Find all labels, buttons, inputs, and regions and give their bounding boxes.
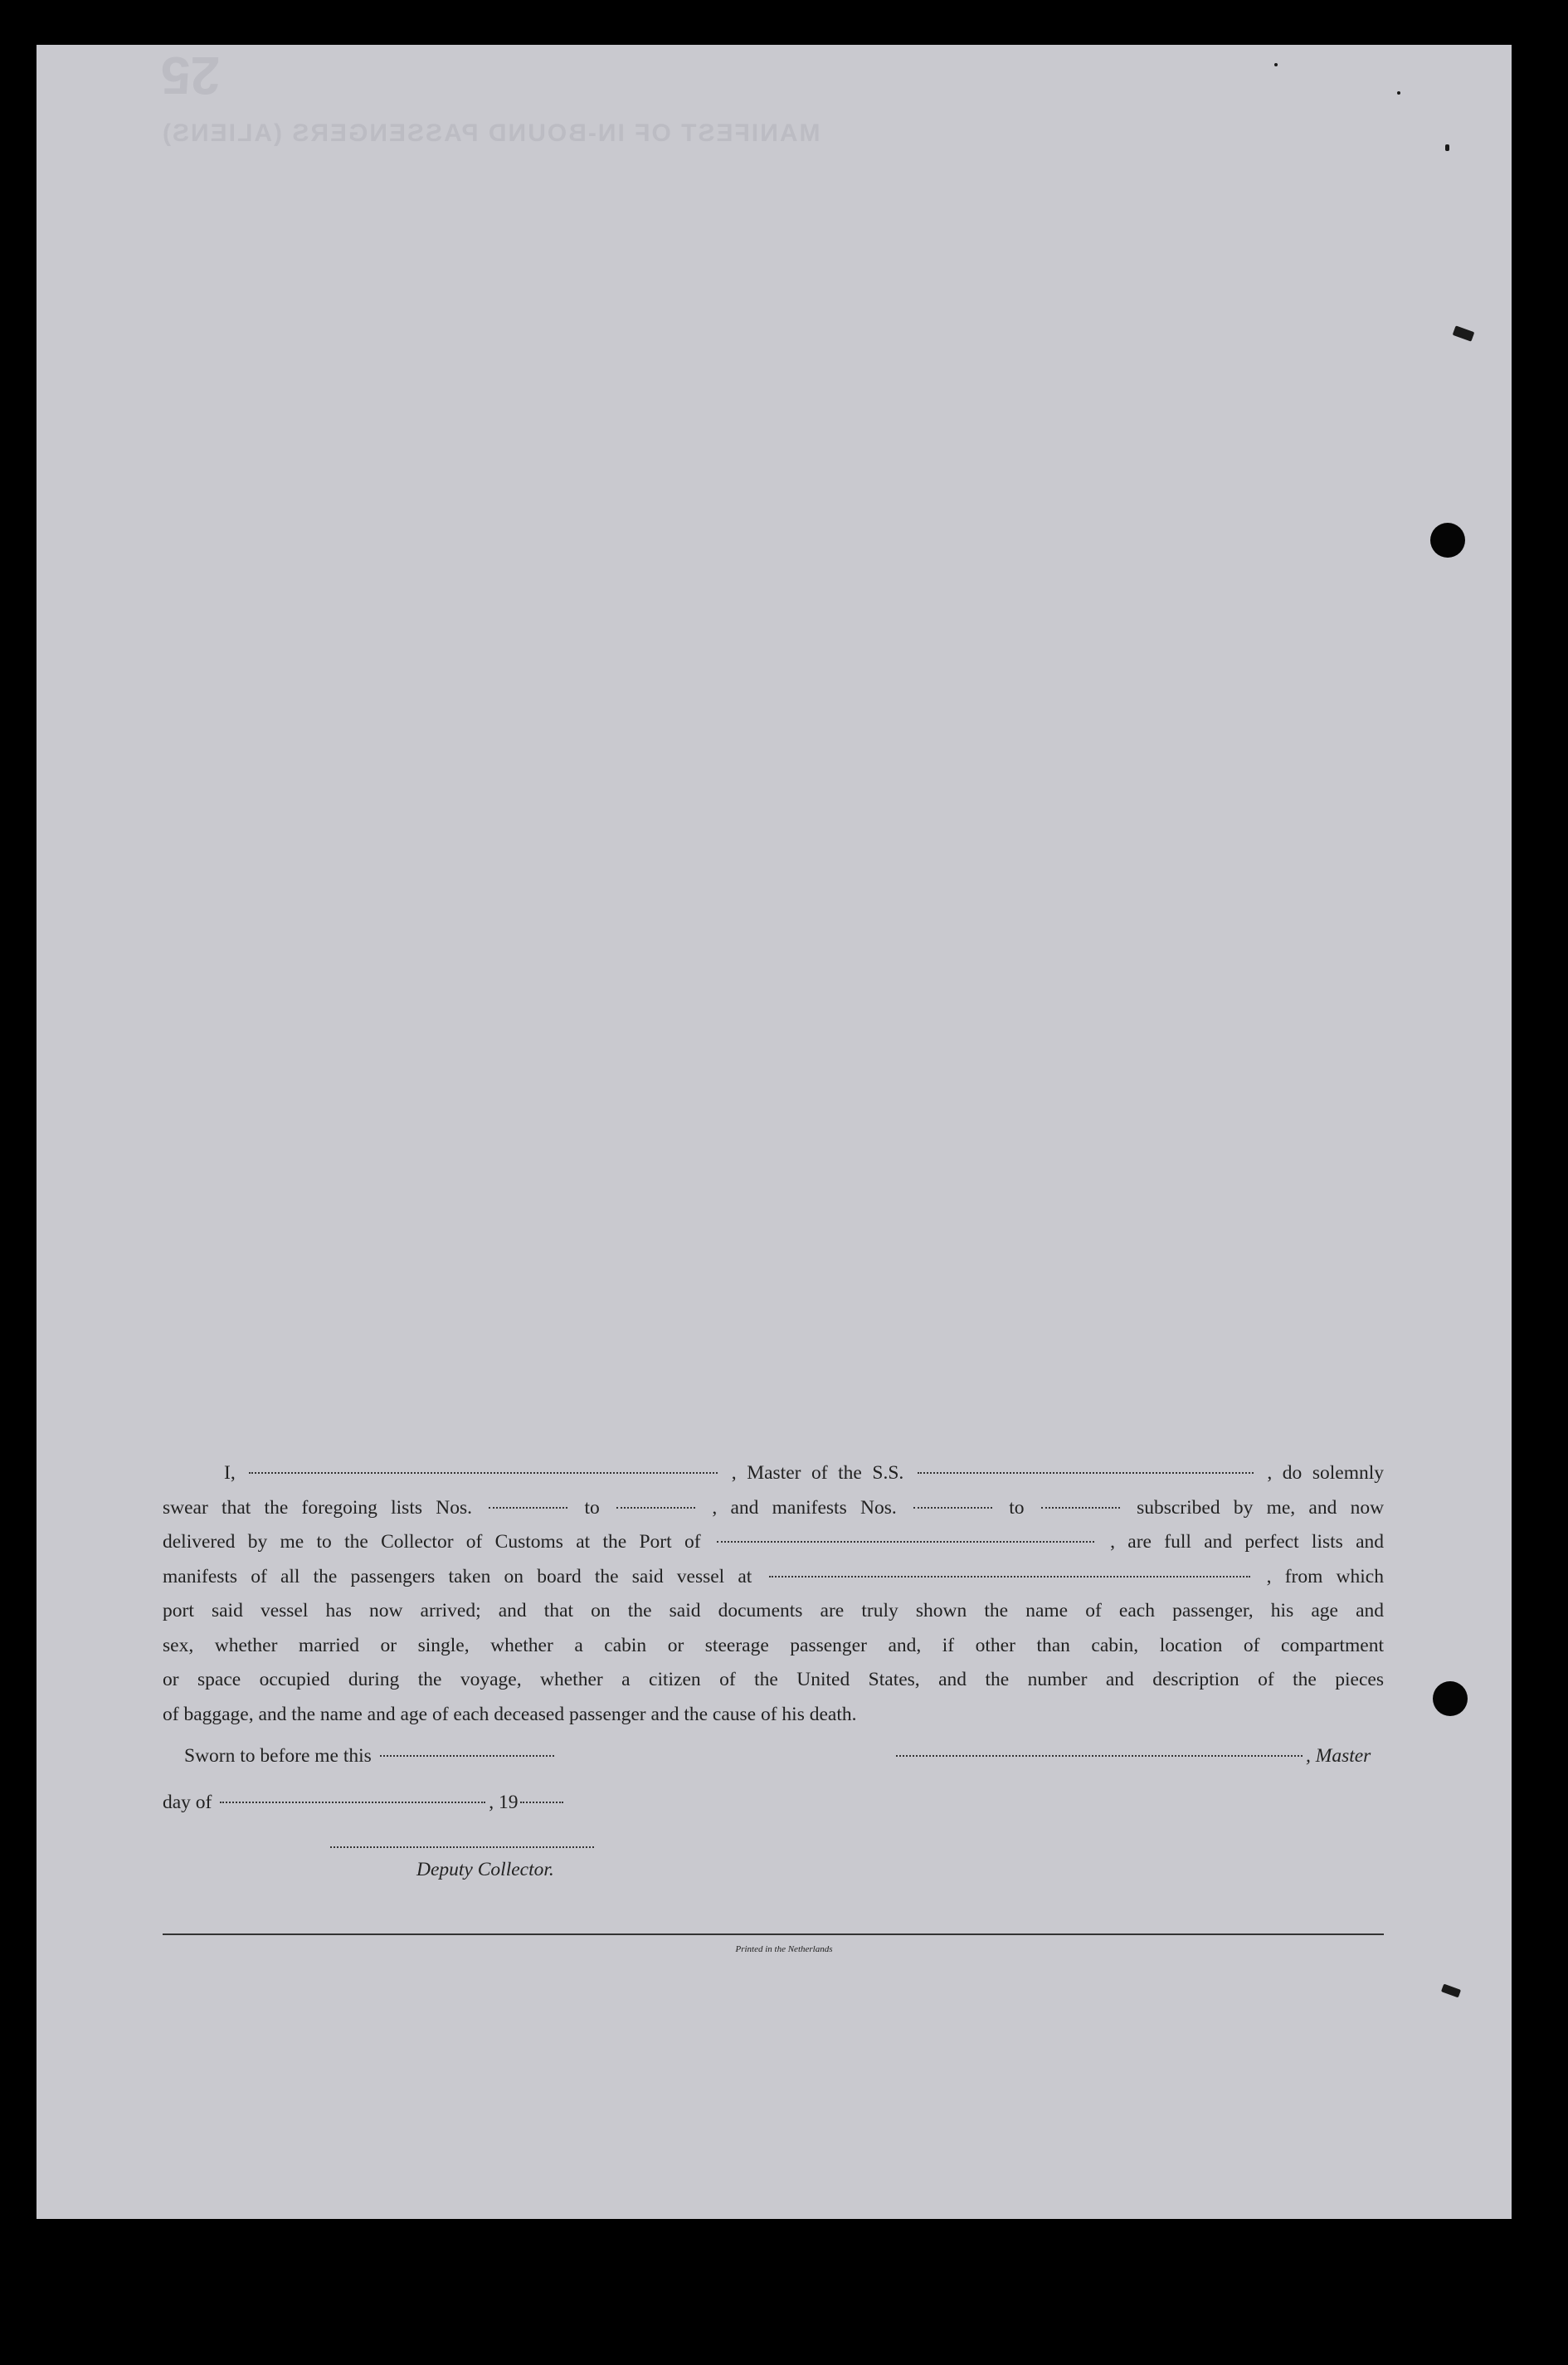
oath-line-7: or space occupied during the voyage, whether a citizen of the United States, and the number and description of the pieces	[163, 1669, 1384, 1690]
scan-speck	[1397, 91, 1400, 95]
day-of-text: day of	[163, 1792, 212, 1813]
manifest-from-blank	[913, 1506, 992, 1509]
month-blank	[220, 1801, 485, 1803]
punch-hole-top	[1430, 523, 1465, 558]
manifest-to-blank	[1041, 1506, 1120, 1509]
manifest-sheet	[37, 45, 1512, 2219]
oath-to-1: to	[584, 1496, 600, 1519]
oath-line-2	[163, 1491, 1384, 1526]
footer-rule	[163, 1933, 1384, 1935]
sworn-row	[184, 1745, 558, 1768]
bleed-stamp-number: 25	[161, 46, 221, 105]
oath-do-solemnly: , do solemnly	[1267, 1462, 1385, 1484]
scan-speck	[1445, 144, 1449, 151]
printer-imprint: Printed in the Netherlands	[735, 1944, 833, 1954]
deputy-signature-blank	[330, 1846, 594, 1848]
deputy-collector-label: Deputy Collector.	[416, 1859, 554, 1880]
oath-and-manifests: , and manifests Nos.	[712, 1496, 897, 1519]
oath-line-4	[163, 1560, 1384, 1595]
list-to-blank	[616, 1506, 695, 1509]
master-signature-label: , Master	[1306, 1745, 1371, 1767]
year-prefix: , 19	[489, 1792, 519, 1813]
oath-manifests-all: manifests of all the passengers taken on board the said vessel at	[163, 1565, 752, 1587]
master-signature-row	[893, 1745, 1371, 1768]
day-of-row	[163, 1792, 567, 1814]
master-signature-blank	[896, 1754, 1303, 1757]
master-oath-paragraph	[163, 1456, 1384, 1732]
oath-subscribed: subscribed by me, and now	[1137, 1496, 1385, 1519]
list-from-blank	[489, 1506, 567, 1509]
oath-from-which: , from which	[1266, 1565, 1384, 1587]
oath-to-2: to	[1009, 1496, 1025, 1519]
oath-line-5: port said vessel has now arrived; and that on the said documents are truly shown the name of each passenger, his age and	[163, 1600, 1384, 1621]
ship-name-blank	[918, 1471, 1254, 1474]
sworn-date-blank	[380, 1754, 554, 1757]
oath-i: I,	[224, 1462, 236, 1484]
punch-hole-bottom	[1433, 1681, 1468, 1716]
master-name-blank	[249, 1471, 718, 1474]
year-blank	[520, 1801, 563, 1803]
scan-speck	[1274, 63, 1278, 66]
departure-port-blank	[769, 1575, 1250, 1577]
oath-line-8: of baggage, and the name and age of each deceased passenger and the cause of his death.	[163, 1703, 857, 1725]
deputy-signature-blank-row	[327, 1836, 597, 1859]
oath-full-perfect: , are full and perfect lists and	[1110, 1531, 1385, 1553]
port-blank	[717, 1540, 1094, 1543]
bleed-heading: MANIFEST OF IN-BOUND PASSENGERS (ALIENS)	[161, 119, 821, 147]
oath-line-1	[163, 1456, 1384, 1491]
oath-master-of-ss: , Master of the S.S.	[731, 1462, 904, 1484]
sworn-before-text: Sworn to before me this	[184, 1745, 372, 1767]
oath-swear-lists: swear that the foregoing lists Nos.	[163, 1496, 472, 1519]
oath-delivered: delivered by me to the Collector of Customs at the Port of	[163, 1531, 701, 1553]
oath-line-3	[163, 1525, 1384, 1560]
oath-line-6: sex, whether married or single, whether a cabin or steerage passenger and, if other than cabin, location of compartment	[163, 1634, 1384, 1656]
